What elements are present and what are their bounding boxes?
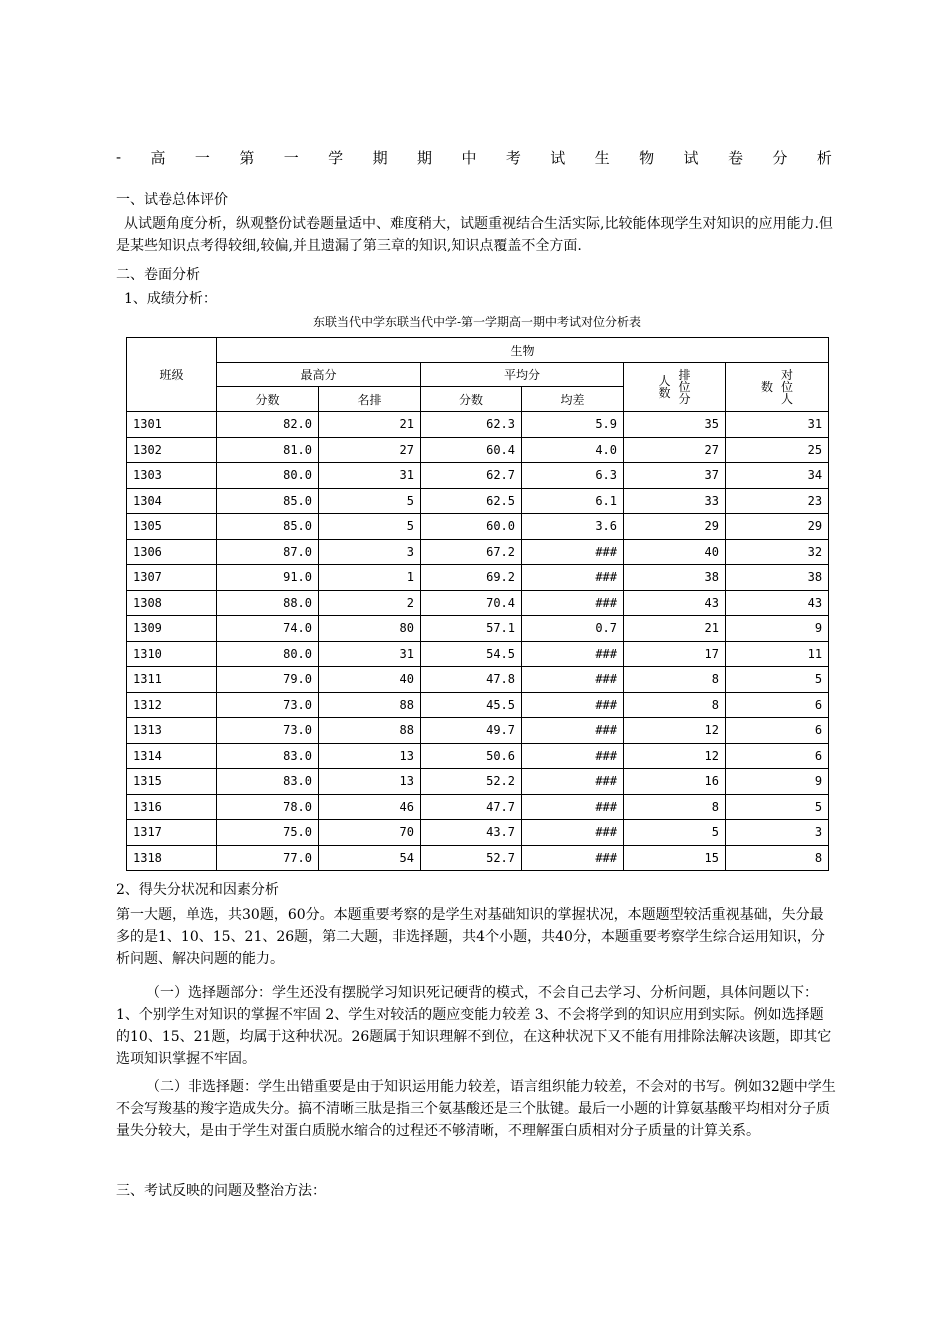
- cell-sd: ###: [522, 565, 624, 591]
- table-row: [127, 616, 829, 642]
- cell-rank: 5: [319, 514, 421, 540]
- title-char: -: [116, 148, 122, 166]
- cell-rank: 54: [319, 845, 421, 871]
- cell-max-score: 87.0: [217, 539, 319, 565]
- table-row: [127, 590, 829, 616]
- cell-position-count: 6: [726, 718, 829, 744]
- title-char: 析: [816, 148, 832, 167]
- cell-avg-score: 67.2: [421, 539, 522, 565]
- overall-evaluation-text: 从试题角度分析，纵观整份试卷题量适中、难度稍大，试题重视结合生活实际,比较能体现学生对知识的应用能力.但是某些知识点考得较细,较偏,并且遗漏了第三章的知识,知识点覆盖不全方面.: [116, 216, 833, 254]
- cell-max-score: 77.0: [217, 845, 319, 871]
- cell-class: 1302: [127, 437, 217, 463]
- cell-max-score: 73.0: [217, 718, 319, 744]
- cell-class: 1306: [127, 539, 217, 565]
- cell-rank-count: 29: [624, 514, 726, 540]
- position-count-right-char: 位: [781, 380, 794, 394]
- table-row: [127, 692, 829, 718]
- cell-avg-score: 47.8: [421, 667, 522, 693]
- table-row: [127, 539, 829, 565]
- position-count-right-char: 人: [781, 392, 794, 406]
- cell-class: 1312: [127, 692, 217, 718]
- cell-max-score: 82.0: [217, 412, 319, 438]
- cell-position-count: 31: [726, 412, 829, 438]
- cell-max-score: 80.0: [217, 641, 319, 667]
- cell-class: 1301: [127, 412, 217, 438]
- section-heading-overall: 一、试卷总体评价: [116, 192, 228, 208]
- cell-rank-count: 21: [624, 616, 726, 642]
- cell-avg-score: 45.5: [421, 692, 522, 718]
- cell-max-score: 79.0: [217, 667, 319, 693]
- cell-sd: ###: [522, 692, 624, 718]
- table-row: [127, 437, 829, 463]
- cell-class: 1303: [127, 463, 217, 489]
- cell-sd: 6.1: [522, 488, 624, 514]
- cell-rank: 70: [319, 820, 421, 846]
- title-char: 物: [639, 148, 655, 167]
- cell-sd: ###: [522, 590, 624, 616]
- table-row: [127, 845, 829, 871]
- title-char: 分: [772, 148, 788, 167]
- cell-sd: ###: [522, 845, 624, 871]
- subheading-score-analysis: 1、成绩分析：: [124, 291, 217, 307]
- cell-rank-count: 8: [624, 794, 726, 820]
- position-count-left-label: 数: [761, 380, 774, 394]
- cell-avg-score: 70.4: [421, 590, 522, 616]
- cell-rank: 21: [319, 412, 421, 438]
- cell-position-count: 11: [726, 641, 829, 667]
- cell-avg-score: 62.7: [421, 463, 522, 489]
- cell-max-score: 85.0: [217, 514, 319, 540]
- table-row: [127, 820, 829, 846]
- cell-avg-score: 60.4: [421, 437, 522, 463]
- cell-avg-score: 60.0: [421, 514, 522, 540]
- document-title: [116, 146, 832, 168]
- table-row: [127, 514, 829, 540]
- cell-sd: 4.0: [522, 437, 624, 463]
- cell-class: 1307: [127, 565, 217, 591]
- cell-rank: 13: [319, 743, 421, 769]
- cell-max-score: 78.0: [217, 794, 319, 820]
- cell-rank: 3: [319, 539, 421, 565]
- rank-count-right-char: 排: [678, 368, 691, 382]
- cell-class: 1309: [127, 616, 217, 642]
- cell-position-count: 3: [726, 820, 829, 846]
- cell-rank: 1: [319, 565, 421, 591]
- table-row: [127, 718, 829, 744]
- title-char: 中: [461, 148, 477, 167]
- cell-rank: 40: [319, 667, 421, 693]
- cell-position-count: 29: [726, 514, 829, 540]
- cell-class: 1305: [127, 514, 217, 540]
- table-row: [127, 412, 829, 438]
- cell-class: 1316: [127, 794, 217, 820]
- title-char: 高: [150, 148, 166, 167]
- position-count-right-char: 对: [781, 368, 794, 382]
- cell-max-score: 85.0: [217, 488, 319, 514]
- cell-position-count: 25: [726, 437, 829, 463]
- cell-position-count: 6: [726, 692, 829, 718]
- cell-rank-count: 12: [624, 743, 726, 769]
- cell-avg-score: 57.1: [421, 616, 522, 642]
- cell-sd: 0.7: [522, 616, 624, 642]
- cell-sd: 3.6: [522, 514, 624, 540]
- cell-rank-count: 37: [624, 463, 726, 489]
- cell-rank-count: 12: [624, 718, 726, 744]
- cell-rank-count: 33: [624, 488, 726, 514]
- sub-header-avg: 分数: [421, 387, 522, 412]
- cell-max-score: 83.0: [217, 769, 319, 795]
- cell-avg-score: 47.7: [421, 794, 522, 820]
- cell-sd: ###: [522, 667, 624, 693]
- max-score-header: 最高分: [217, 363, 421, 387]
- table-row: [127, 667, 829, 693]
- cell-sd: 5.9: [522, 412, 624, 438]
- cell-max-score: 88.0: [217, 590, 319, 616]
- cell-rank: 27: [319, 437, 421, 463]
- subject-header: 生物: [217, 338, 829, 363]
- cell-sd: ###: [522, 743, 624, 769]
- cell-position-count: 8: [726, 845, 829, 871]
- cell-rank-count: 40: [624, 539, 726, 565]
- title-char: 一: [283, 148, 299, 167]
- table-row: [127, 565, 829, 591]
- cell-rank: 5: [319, 488, 421, 514]
- cell-rank: 88: [319, 718, 421, 744]
- table-title: 东联当代中学东联当代中学-第一学期高一期中考试对位分析表: [312, 315, 642, 329]
- cell-sd: ###: [522, 820, 624, 846]
- title-char: 第: [239, 148, 255, 167]
- cell-class: 1310: [127, 641, 217, 667]
- cell-sd: ###: [522, 794, 624, 820]
- cell-class: 1317: [127, 820, 217, 846]
- cell-position-count: 34: [726, 463, 829, 489]
- cell-position-count: 43: [726, 590, 829, 616]
- title-char: 期: [417, 148, 433, 167]
- position-count-header: [726, 363, 829, 412]
- cell-rank: 31: [319, 641, 421, 667]
- title-char: 学: [328, 148, 344, 167]
- rank-count-right-char: 分: [678, 392, 691, 406]
- title-char: 试: [683, 148, 699, 167]
- cell-sd: ###: [522, 641, 624, 667]
- cell-rank-count: 8: [624, 667, 726, 693]
- cell-max-score: 81.0: [217, 437, 319, 463]
- cell-avg-score: 49.7: [421, 718, 522, 744]
- average-score-header: 平均分: [421, 363, 624, 387]
- rank-count-left-label: 人数: [658, 374, 671, 400]
- rank-count-header: [624, 363, 726, 412]
- cell-rank-count: 17: [624, 641, 726, 667]
- cell-class: 1313: [127, 718, 217, 744]
- table-row: [127, 463, 829, 489]
- cell-avg-score: 52.2: [421, 769, 522, 795]
- cell-class: 1318: [127, 845, 217, 871]
- title-char: 一: [194, 148, 210, 167]
- table-row: [127, 769, 829, 795]
- cell-class: 1308: [127, 590, 217, 616]
- cell-avg-score: 54.5: [421, 641, 522, 667]
- choice-questions-text: （一）选择题部分：学生还没有摆脱学习知识死记硬背的模式，不会自己去学习、分析问题，具体问题以下：1、个别学生对知识的掌握不牢固 2、学生对较活的题应变能力较差 3、不会将学到的知识应用到实际。例如选择题的10、15、21题，均属于这种状况。26题属于知识理解不到位，在这种状况下又不能有用排除法解决该题，即其它选项知识掌握不牢固。: [116, 985, 832, 1067]
- cell-rank-count: 15: [624, 845, 726, 871]
- cell-position-count: 5: [726, 667, 829, 693]
- cell-sd: ###: [522, 718, 624, 744]
- table-row: [127, 794, 829, 820]
- subheading-gain-loss: 2、得失分状况和因素分析: [116, 882, 279, 898]
- cell-position-count: 9: [726, 616, 829, 642]
- cell-avg-score: 62.3: [421, 412, 522, 438]
- rank-count-right-char: 位: [678, 380, 691, 394]
- cell-rank: 80: [319, 616, 421, 642]
- cell-max-score: 75.0: [217, 820, 319, 846]
- cell-max-score: 83.0: [217, 743, 319, 769]
- gain-loss-text: 第一大题，单选，共30题，60分。本题重要考察的是学生对基础知识的掌握状况，本题题型较活重视基础，失分最多的是1、10、15、21、26题，第二大题，非选择题，共4个小题，共40分，本题重要考察学生综合运用知识，分析问题、解决问题的能力。: [116, 907, 825, 967]
- cell-avg-score: 62.5: [421, 488, 522, 514]
- cell-rank-count: 38: [624, 565, 726, 591]
- cell-avg-score: 69.2: [421, 565, 522, 591]
- cell-rank: 88: [319, 692, 421, 718]
- score-analysis-table: [126, 337, 829, 871]
- cell-sd: ###: [522, 539, 624, 565]
- sub-header-rank: 名排: [319, 387, 421, 412]
- cell-position-count: 9: [726, 769, 829, 795]
- title-char: 考: [505, 148, 521, 167]
- section-heading-problems: 三、考试反映的问题及整治方法：: [116, 1183, 326, 1199]
- title-char: 期: [372, 148, 388, 167]
- cell-rank-count: 8: [624, 692, 726, 718]
- cell-class: 1311: [127, 667, 217, 693]
- cell-rank: 46: [319, 794, 421, 820]
- table-row: [127, 641, 829, 667]
- cell-position-count: 23: [726, 488, 829, 514]
- section-heading-paper-analysis: 二、卷面分析: [116, 267, 200, 283]
- title-char: 卷: [727, 148, 743, 167]
- cell-sd: ###: [522, 769, 624, 795]
- cell-rank-count: 16: [624, 769, 726, 795]
- cell-rank-count: 35: [624, 412, 726, 438]
- cell-avg-score: 43.7: [421, 820, 522, 846]
- cell-max-score: 73.0: [217, 692, 319, 718]
- table-row: [127, 743, 829, 769]
- cell-rank-count: 27: [624, 437, 726, 463]
- cell-sd: 6.3: [522, 463, 624, 489]
- cell-rank: 2: [319, 590, 421, 616]
- sub-header-score: 分数: [217, 387, 319, 412]
- class-header: 班级: [127, 338, 217, 412]
- cell-max-score: 74.0: [217, 616, 319, 642]
- cell-rank-count: 5: [624, 820, 726, 846]
- cell-class: 1304: [127, 488, 217, 514]
- cell-avg-score: 50.6: [421, 743, 522, 769]
- cell-position-count: 38: [726, 565, 829, 591]
- sub-header-sd: 均差: [522, 387, 624, 412]
- title-char: 试: [550, 148, 566, 167]
- cell-class: 1314: [127, 743, 217, 769]
- cell-position-count: 32: [726, 539, 829, 565]
- cell-position-count: 5: [726, 794, 829, 820]
- non-choice-questions-text: （二）非选择题：学生出错重要是由于知识运用能力较差，语言组织能力较差，不会对的书写。例如32题中学生不会写羧基的羧字造成失分。搞不清晰三肽是指三个氨基酸还是三个肽键。最后一小题的计算氨基酸平均相对分子质量失分较大，是由于学生对蛋白质脱水缩合的过程还不够清晰，不理解蛋白质相对分子质量的计算关系。: [116, 1079, 836, 1139]
- table-body: [127, 412, 829, 871]
- cell-rank-count: 43: [624, 590, 726, 616]
- cell-position-count: 6: [726, 743, 829, 769]
- cell-rank: 13: [319, 769, 421, 795]
- cell-class: 1315: [127, 769, 217, 795]
- cell-max-score: 91.0: [217, 565, 319, 591]
- cell-avg-score: 52.7: [421, 845, 522, 871]
- title-char: 生: [594, 148, 610, 167]
- table-row: [127, 488, 829, 514]
- cell-rank: 31: [319, 463, 421, 489]
- cell-max-score: 80.0: [217, 463, 319, 489]
